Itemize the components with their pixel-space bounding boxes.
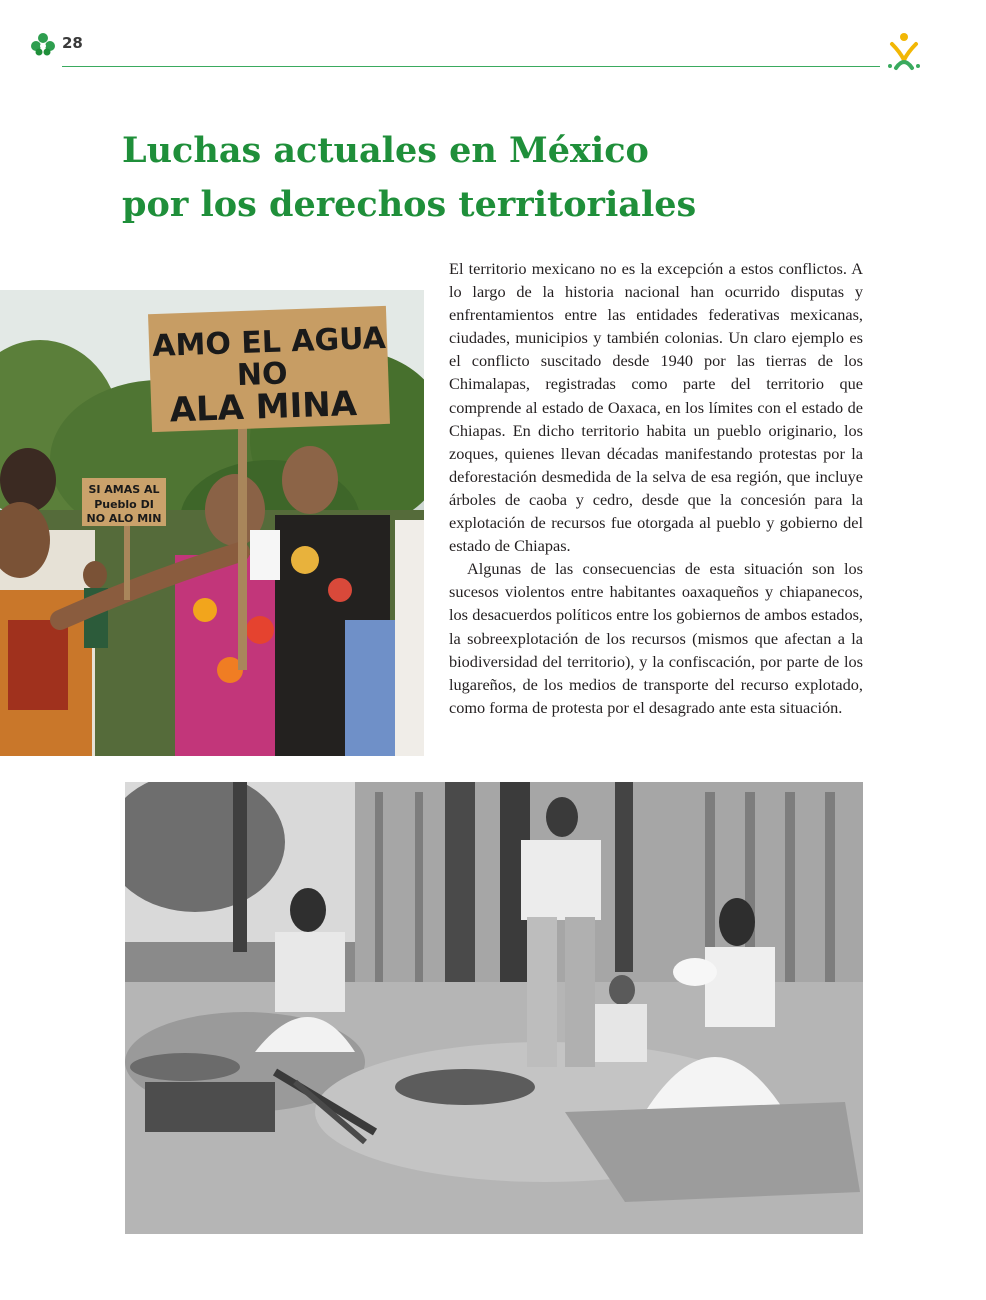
page-number: 28 [62, 34, 83, 52]
green-cluster-icon [30, 32, 56, 56]
small-sign-line-2: Pueblo DI [94, 498, 154, 511]
sign-line-2: NO [236, 356, 289, 394]
header-divider [62, 66, 880, 67]
paragraph-2: Algunas de las consecuencias de esta situación son los sucesos violentos entre habitantes oaxaqueños y chiapanecos, los desacuerdos políticos entre los gobiernos de ambos estados, la sobreexplotación de los recursos (mismos que afectan a la biodiversidad del territorio), y la confiscación, por parte de los lugareños, de los medios de transporte del recurso explotado, como forma de protesta por el desagrado ante esta situación. [449, 559, 863, 717]
protest-photo [0, 290, 424, 756]
body-text [449, 257, 863, 719]
small-sign-line-3: NO ALO MIN [86, 512, 162, 525]
title-line-1: Luchas actuales en México [122, 130, 649, 171]
historical-family-photo [125, 782, 863, 1234]
sign-line-1: AMO EL AGUA [151, 320, 387, 365]
sign-line-3: ALA MINA [168, 383, 358, 431]
small-sign-line-1: SI AMAS AL [88, 483, 160, 496]
title-line-2: por los derechos territoriales [122, 184, 697, 225]
paragraph-1: El territorio mexicano no es la excepción a estos conflictos. A lo largo de la historia nacional han ocurrido disputas y enfrentamientos entre las entidades federativas mexicanas, ciudades, municipios y también colonias. Un claro ejemplo es el conflicto suscitado desde 1940 por las tierras de los Chimalapas, registradas como parte del territorio que comprende al estado de Oaxaca, en los límites con el estado de Chiapas. En dicho territorio habita un pueblo originario, los zoques, quienes llevan décadas manifestando protestas por la deforestación desmedida de la selva de esa región, que incluye árboles de caoba y cedro, desde que la concesión para la explotación de recursos fue otorgada al pueblo y gobierno del estado de Chiapas. [449, 259, 863, 556]
page-title [122, 124, 822, 232]
yellow-green-figure-logo [884, 30, 924, 72]
